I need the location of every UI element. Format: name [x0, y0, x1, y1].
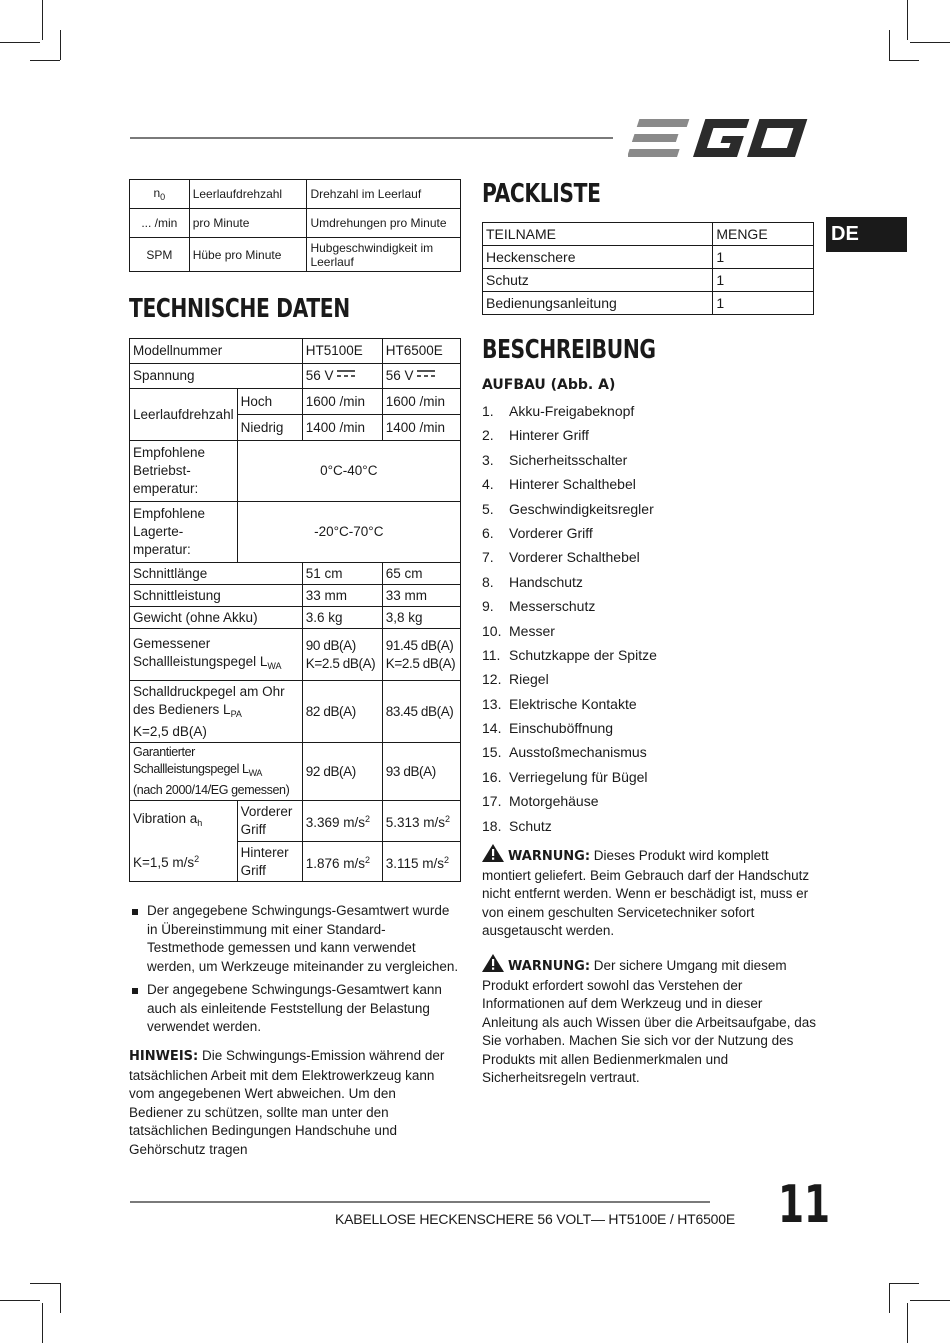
table-row	[483, 269, 814, 292]
abbr-symbol: ... /min	[130, 209, 190, 238]
bullet-square-icon	[132, 909, 138, 915]
sound-power-a: 90 dB(A) K=2.5 dB(A)	[302, 629, 382, 681]
low-b: 1400 /min	[382, 415, 460, 441]
operating-temp-value: 0°C-40°C	[237, 441, 460, 502]
table-row	[130, 209, 461, 238]
crop-mark	[42, 0, 43, 40]
crop-mark	[60, 30, 61, 60]
sound-pressure-a: 82 dB(A)	[302, 681, 382, 743]
abbr-term: Hübe pro Minute	[189, 238, 307, 272]
crop-mark	[907, 0, 908, 40]
language-tab: DE	[826, 217, 907, 252]
crop-mark	[60, 1283, 61, 1313]
abbr-term: pro Minute	[189, 209, 307, 238]
part-name: Heckenschere	[483, 246, 713, 269]
cut-length-label: Schnittlänge	[130, 563, 303, 585]
table-row	[483, 246, 814, 269]
table-row	[130, 585, 461, 607]
front-vibration-b: 5.313 $m/s^2$	[382, 801, 460, 842]
abbr-term: Leerlaufdrehzahl	[189, 180, 307, 209]
list-item: 17. Motorgehäuse	[482, 793, 599, 810]
part-qty: 1	[713, 246, 814, 269]
weight-b: 3,8 kg	[382, 607, 460, 629]
voltage-label: Spannung	[130, 364, 303, 389]
list-item: 14. Einschuböffnung	[482, 720, 614, 737]
list-item: 1. Akku-Freigabeknopf	[482, 403, 635, 419]
part-qty: 1	[713, 292, 814, 315]
list-item: 8. Handschutz	[482, 573, 583, 590]
table-row	[130, 681, 461, 743]
col-part-header: TEILNAME	[483, 223, 713, 246]
footer-title: KABELLOSE HECKENSCHERE 56 VOLT— HT5100E / HT6500E	[335, 1211, 735, 1227]
parts-list	[482, 401, 657, 840]
warning-triangle-icon	[482, 954, 504, 972]
high-label: Hoch	[237, 389, 302, 415]
table-row	[130, 607, 461, 629]
warning-1: WARNUNG: Dieses Produkt wird komplett montiert geliefert. Beim Gebrauch darf der Handschutz nicht entfernt werden. Wenn er beschädigt ist, muss er von einem geschulten Servicetechniker sofort ausgetauscht werden.	[482, 844, 817, 941]
tech-data-table	[129, 338, 461, 882]
table-row	[130, 502, 461, 563]
storage-temp-value: -20°C-70°C	[237, 502, 460, 563]
table-row	[130, 563, 461, 585]
hinweis-note	[129, 1047, 447, 1159]
hinweis-label: HINWEIS:	[129, 1049, 199, 1064]
guaranteed-sound-power-b: 93 dB(A)	[382, 743, 460, 801]
list-item: 18. Schutz	[482, 817, 552, 834]
packliste-table	[482, 222, 814, 315]
voltage-b: 56 V	[382, 364, 460, 389]
cut-capacity-b: 33 mm	[382, 585, 460, 607]
warning-2: WARNUNG: Der sichere Umgang mit diesem Produkt erfordert sowohl das Verstehen der Informationen auf dem Werkzeug und in dieser Anleitung als auch Wissen über die Arbeitsaufgabe, das Sie vorhaben. Machen Sie sich vor der Nutzung des Produkts mit allen Bedienmerkmalen und Sicherheitsregeln vertraut.	[482, 954, 817, 1088]
high-a: 1600 /min	[302, 389, 382, 415]
list-item: 2. Hinterer Griff	[482, 427, 589, 444]
crop-mark	[889, 60, 919, 61]
abbr-symbol: $n_0$	[130, 180, 190, 209]
abbr-meaning: Hubgeschwindigkeit im Leerlauf	[307, 238, 461, 272]
table-row	[130, 180, 461, 209]
abbreviation-table	[129, 179, 461, 272]
list-item: 16. Verriegelung für Bügel	[482, 768, 648, 785]
crop-mark	[889, 1283, 890, 1313]
crop-mark	[42, 1303, 43, 1343]
model-label: Modellnummer	[130, 339, 303, 364]
list-item: 11. Schutzkappe der Spitze	[482, 646, 657, 663]
model-b: HT6500E	[382, 339, 460, 364]
list-item: Der angegebene Schwingungs-Gesamtwert kann auch als einleitende Feststellung der Belastung verwendet werden.	[130, 981, 460, 1037]
table-row	[130, 238, 461, 272]
part-name: Bedienungsanleitung	[483, 292, 713, 315]
sound-power-b: 91.45 dB(A) K=2.5 dB(A)	[382, 629, 460, 681]
aufbau-subheading: AUFBAU (Abb. A)	[482, 377, 616, 393]
packliste-heading: PACKLISTE	[482, 179, 601, 209]
hinweis-text: Die Schwingungs-Emission während der tatsächlichen Arbeit mit dem Elektrowerkzeug kann vom angegebenen Wert abweichen. Um den Bediener zu schützen, sollte man unter den tatsächlichen Bedingungen Handschuhe und Gehörschutz tragen	[129, 1048, 445, 1157]
weight-a: 3.6 kg	[302, 607, 382, 629]
header-rule	[130, 137, 613, 139]
page-number: 11	[778, 1175, 831, 1235]
list-item: 4. Hinterer Schalthebel	[482, 476, 636, 493]
voltage-a: 56 V	[302, 364, 382, 389]
table-row	[130, 743, 461, 801]
low-label: Niedrig	[237, 415, 302, 441]
list-item: 5. Geschwindigkeitsregler	[482, 500, 654, 517]
table-row	[130, 389, 461, 415]
operating-temp-label: Empfohlene Betriebst- emperatur:	[130, 441, 238, 502]
rear-vibration-a: 1.876 $m/s^2$	[302, 842, 382, 882]
table-row	[130, 801, 461, 842]
model-a: HT5100E	[302, 339, 382, 364]
low-a: 1400 /min	[302, 415, 382, 441]
guaranteed-sound-power-a: 92 dB(A)	[302, 743, 382, 801]
part-name: Schutz	[483, 269, 713, 292]
list-item: 13. Elektrische Kontakte	[482, 695, 637, 712]
list-item: 15. Ausstoßmechanismus	[482, 744, 647, 761]
sound-pressure-label: Schalldruckpegel am Ohr des Bedieners $L_{PA}$ K=2,5 dB(A)	[130, 681, 303, 743]
list-item: 12. Riegel	[482, 671, 549, 688]
crop-mark	[910, 42, 950, 43]
col-qty-header: MENGE	[713, 223, 814, 246]
crop-mark	[910, 1300, 950, 1301]
abbr-symbol: SPM	[130, 238, 190, 272]
list-item: 7. Vorderer Schalthebel	[482, 549, 640, 566]
cut-length-a: 51 cm	[302, 563, 382, 585]
beschreibung-heading: BESCHREIBUNG	[482, 335, 656, 365]
table-row	[130, 339, 461, 364]
cut-capacity-label: Schnittleistung	[130, 585, 303, 607]
rear-handle-label: Hinterer Griff	[237, 842, 302, 882]
list-item: 9. Messerschutz	[482, 598, 596, 615]
crop-mark	[30, 1283, 60, 1284]
list-item: Der angegebene Schwingungs-Gesamtwert wurde in Übereinstimmung mit einer Standard-Testmethode gemessen und kann verwendet werden, um Werkzeuge miteinander zu vergleichen.	[130, 902, 460, 976]
sound-pressure-b: 83.45 dB(A)	[382, 681, 460, 743]
crop-mark	[889, 30, 890, 60]
list-item: 6. Vorderer Griff	[482, 524, 593, 541]
front-handle-label: Vorderer Griff	[237, 801, 302, 842]
part-qty: 1	[713, 269, 814, 292]
crop-mark	[907, 1303, 908, 1343]
sound-power-label: Gemessener Schallleistungspegel $L_{WA}$	[130, 629, 303, 681]
weight-label: Gewicht (ohne Akku)	[130, 607, 303, 629]
table-header-row	[483, 223, 814, 246]
storage-temp-label: Empfohlene Lagerte- mperatur:	[130, 502, 238, 563]
dc-symbol-icon	[417, 370, 435, 378]
list-item: 10. Messer	[482, 622, 555, 639]
table-row	[130, 441, 461, 502]
crop-mark	[0, 1300, 40, 1301]
vibration-notes	[130, 902, 460, 1042]
crop-mark	[30, 60, 60, 61]
rear-vibration-b: 3.115 $m/s^2$	[382, 842, 460, 882]
abbr-meaning: Umdrehungen pro Minute	[307, 209, 461, 238]
cut-length-b: 65 cm	[382, 563, 460, 585]
high-b: 1600 /min	[382, 389, 460, 415]
table-row	[130, 629, 461, 681]
vibration-label: Vibration $a_h$ K=1,5 $m/s^2$	[130, 801, 238, 882]
front-vibration-a: 3.369 $m/s^2$	[302, 801, 382, 842]
tech-heading: TECHNISCHE DATEN	[129, 294, 350, 324]
cut-capacity-a: 33 mm	[302, 585, 382, 607]
bullet-square-icon	[132, 988, 138, 994]
list-item: 3. Sicherheitsschalter	[482, 451, 628, 468]
table-row	[130, 364, 461, 389]
crop-mark	[0, 42, 40, 43]
dc-symbol-icon	[337, 370, 355, 378]
guaranteed-sound-power-label: Garantierter Schallleistungspegel $L_{WA}$ (nach 2000/14/EG gemessen)	[130, 743, 303, 801]
ego-logo	[628, 117, 813, 159]
table-row	[483, 292, 814, 315]
abbr-meaning: Drehzahl im Leerlauf	[307, 180, 461, 209]
footer-rule	[130, 1201, 710, 1203]
crop-mark	[889, 1283, 919, 1284]
idle-speed-label: Leerlaufdrehzahl	[130, 389, 238, 441]
warning-triangle-icon	[482, 844, 504, 862]
